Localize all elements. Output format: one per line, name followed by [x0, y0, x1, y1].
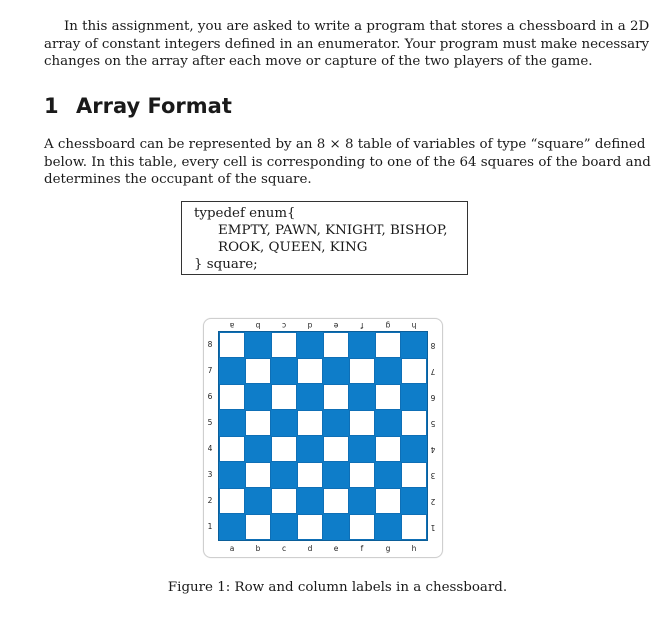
board-square-c7 — [271, 358, 297, 384]
board-square-e8 — [323, 332, 349, 358]
rank-label-left: 8 — [207, 340, 213, 349]
board-square-c5 — [271, 410, 297, 436]
board-square-h7 — [401, 358, 427, 384]
file-label-bottom: f — [360, 544, 364, 553]
board-square-g1 — [375, 514, 401, 540]
board-square-f4 — [349, 436, 375, 462]
code-line: } square; — [194, 257, 258, 272]
file-label-top: h — [411, 321, 417, 330]
board-square-h2 — [401, 488, 427, 514]
file-label-bottom: g — [385, 544, 391, 553]
board-square-e3 — [323, 462, 349, 488]
board-square-g3 — [375, 462, 401, 488]
board-square-b3 — [245, 462, 271, 488]
board-square-h1 — [401, 514, 427, 540]
rank-label-right: 8 — [430, 341, 436, 350]
file-label-bottom: b — [255, 544, 261, 553]
rank-label-left: 6 — [207, 392, 213, 401]
section-title: Array Format — [76, 94, 232, 118]
file-label-bottom: e — [333, 544, 339, 553]
chessboard-grid — [218, 331, 428, 541]
board-square-g2 — [375, 488, 401, 514]
section-heading — [44, 94, 232, 118]
board-square-b7 — [245, 358, 271, 384]
rank-label-right: 7 — [430, 367, 436, 376]
board-square-b1 — [245, 514, 271, 540]
rank-label-right: 4 — [430, 445, 436, 454]
rank-label-left: 1 — [207, 522, 213, 531]
board-square-c1 — [271, 514, 297, 540]
board-square-e5 — [323, 410, 349, 436]
file-label-bottom: c — [281, 544, 287, 553]
file-label-top: a — [229, 321, 235, 330]
body-line: determines the occupant of the square. — [44, 172, 312, 187]
board-square-b8 — [245, 332, 271, 358]
file-label-bottom: a — [229, 544, 235, 553]
body-paragraph — [44, 136, 651, 189]
board-square-e7 — [323, 358, 349, 384]
code-line: EMPTY, PAWN, KNIGHT, BISHOP, — [218, 223, 448, 238]
board-square-d1 — [297, 514, 323, 540]
rank-label-right: 5 — [430, 419, 436, 428]
board-square-e1 — [323, 514, 349, 540]
board-square-a8 — [219, 332, 245, 358]
rank-label-left: 2 — [207, 496, 213, 505]
board-square-d3 — [297, 462, 323, 488]
board-square-a5 — [219, 410, 245, 436]
rank-label-left: 5 — [207, 418, 213, 427]
board-square-b5 — [245, 410, 271, 436]
intro-line: In this assignment, you are asked to write a program that stores a chessboard in a 2D — [64, 19, 650, 34]
body-line: below. In this table, every cell is corresponding to one of the 64 squares of the board and — [44, 154, 651, 170]
section-number: 1 — [44, 94, 59, 118]
board-square-f7 — [349, 358, 375, 384]
board-square-g6 — [375, 384, 401, 410]
board-square-c8 — [271, 332, 297, 358]
board-square-h3 — [401, 462, 427, 488]
board-square-d8 — [297, 332, 323, 358]
file-label-top: c — [281, 321, 287, 330]
board-square-h6 — [401, 384, 427, 410]
file-label-top: g — [385, 321, 391, 330]
board-square-g5 — [375, 410, 401, 436]
board-square-h5 — [401, 410, 427, 436]
board-square-b2 — [245, 488, 271, 514]
rank-label-right: 2 — [430, 497, 436, 506]
body-line: A chessboard can be represented by an 8 × 8 table of variables of type “square” defined — [44, 137, 646, 152]
board-square-c4 — [271, 436, 297, 462]
board-square-g4 — [375, 436, 401, 462]
rank-label-right: 6 — [430, 393, 436, 402]
board-square-c3 — [271, 462, 297, 488]
board-square-a1 — [219, 514, 245, 540]
board-square-e6 — [323, 384, 349, 410]
rank-label-right: 3 — [430, 471, 436, 480]
file-label-bottom: h — [411, 544, 417, 553]
board-square-c6 — [271, 384, 297, 410]
board-square-g8 — [375, 332, 401, 358]
board-square-f2 — [349, 488, 375, 514]
board-square-a6 — [219, 384, 245, 410]
board-square-g7 — [375, 358, 401, 384]
board-square-h8 — [401, 332, 427, 358]
code-listing — [181, 201, 468, 275]
rank-label-left: 4 — [207, 444, 213, 453]
code-line: typedef enum{ — [194, 206, 296, 221]
board-square-d6 — [297, 384, 323, 410]
board-square-b4 — [245, 436, 271, 462]
board-square-a7 — [219, 358, 245, 384]
file-label-top: f — [360, 321, 364, 330]
board-square-e2 — [323, 488, 349, 514]
figure-caption: Figure 1: Row and column labels in a chessboard. — [167, 580, 508, 595]
board-square-d4 — [297, 436, 323, 462]
board-square-d7 — [297, 358, 323, 384]
board-square-c2 — [271, 488, 297, 514]
rank-label-left: 3 — [207, 470, 213, 479]
board-square-f8 — [349, 332, 375, 358]
file-label-top: e — [333, 321, 339, 330]
board-square-e4 — [323, 436, 349, 462]
board-square-h4 — [401, 436, 427, 462]
intro-paragraph — [44, 18, 650, 71]
rank-label-left: 7 — [207, 366, 213, 375]
board-square-b6 — [245, 384, 271, 410]
rank-label-right: 1 — [430, 523, 436, 532]
board-square-d5 — [297, 410, 323, 436]
board-square-d2 — [297, 488, 323, 514]
board-square-f3 — [349, 462, 375, 488]
board-square-f6 — [349, 384, 375, 410]
board-square-f1 — [349, 514, 375, 540]
board-square-f5 — [349, 410, 375, 436]
intro-line: changes on the array after each move or capture of the two players of the game. — [44, 54, 593, 69]
board-square-a3 — [219, 462, 245, 488]
file-label-top: b — [255, 321, 261, 330]
code-line: ROOK, QUEEN, KING — [218, 240, 368, 255]
intro-line: array of constant integers defined in an enumerator. Your program must make necessary — [44, 36, 650, 52]
file-label-bottom: d — [307, 544, 313, 553]
board-square-a4 — [219, 436, 245, 462]
board-square-a2 — [219, 488, 245, 514]
file-label-top: d — [307, 321, 313, 330]
